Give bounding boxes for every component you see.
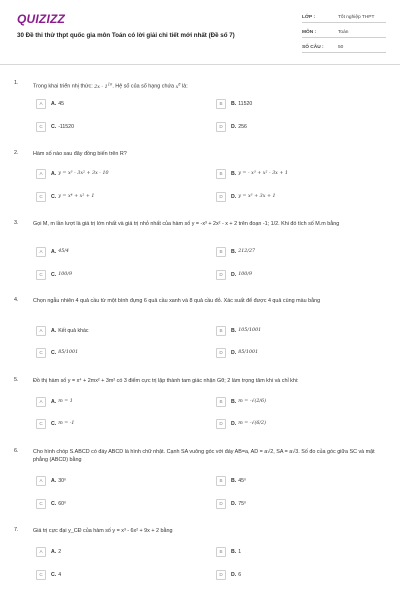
option-a[interactable] (36, 98, 64, 109)
option-text: 60⁰ (58, 500, 67, 507)
option-label: A. (51, 398, 57, 405)
option-c[interactable] (36, 191, 94, 202)
option-text: 45 (58, 100, 64, 107)
meta-label: LỚP : (302, 14, 316, 20)
option-label: D. (231, 123, 237, 130)
question-number: 4. (14, 297, 19, 303)
question-number: 3. (14, 220, 19, 226)
option-label: A. (51, 248, 57, 255)
option-a[interactable] (36, 475, 66, 486)
option-b[interactable] (216, 325, 261, 336)
option-c[interactable] (36, 569, 61, 580)
option-a[interactable] (36, 396, 73, 407)
option-text: y = - x³ + x² - 3x + 1 (238, 171, 288, 176)
option-text: Kết quả khác (58, 327, 89, 334)
option-d[interactable] (216, 418, 266, 429)
option-letter: D (216, 570, 226, 580)
option-text: 85/1001 (238, 350, 259, 355)
option-text: m = -1 (58, 421, 75, 426)
option-letter: C (36, 270, 46, 280)
option-d[interactable] (216, 347, 258, 358)
option-a[interactable] (36, 246, 69, 257)
option-label: A. (51, 170, 57, 177)
option-label: B. (231, 327, 237, 334)
option-label: A. (51, 327, 57, 334)
option-text: 1 (238, 548, 242, 555)
option-label: B. (231, 398, 237, 405)
option-text: 6 (238, 571, 242, 578)
option-label: C. (51, 420, 57, 427)
option-text: 11520 (238, 100, 253, 107)
option-text: y = x³ - 3x² + 3x - 10 (58, 171, 109, 176)
option-label: C. (51, 193, 57, 200)
quizizz-logo: QUIZIZZ (17, 12, 66, 26)
option-text: y = x⁴ + x² + 1 (58, 194, 95, 199)
math-expr (94, 82, 113, 90)
option-letter: A (36, 326, 46, 336)
question-text: Chọn ngẫu nhiên 4 quả cầu từ một bình đựng 6 quả cầu xanh và 8 quả cầu đỏ. Xác suất để được 4 quả cùng màu bằng (33, 298, 321, 304)
option-label: D. (231, 420, 237, 427)
option-letter: B (216, 397, 226, 407)
option-d[interactable] (216, 498, 246, 509)
meta-row-subject (302, 27, 386, 38)
option-a[interactable] (36, 546, 61, 557)
option-letter: D (216, 122, 226, 132)
option-label: B. (231, 248, 237, 255)
option-label: C. (51, 123, 57, 130)
option-text: 212/27 (238, 249, 256, 254)
option-letter: C (36, 499, 46, 509)
question-text-part: Trong khai triển nhị thức: (33, 83, 95, 90)
option-label: C. (51, 349, 57, 356)
option-letter: C (36, 348, 46, 358)
option-c[interactable] (36, 121, 74, 132)
option-label: B. (231, 477, 237, 484)
option-letter: D (216, 348, 226, 358)
option-letter: C (36, 122, 46, 132)
option-letter: B (216, 247, 226, 257)
option-text: 85/1001 (58, 350, 79, 355)
option-text: 100/9 (58, 272, 73, 277)
option-label: D. (231, 500, 237, 507)
option-label: D. (231, 571, 237, 578)
option-label: B. (231, 548, 237, 555)
meta-row-count (302, 42, 386, 53)
question-number: 5. (14, 377, 19, 383)
option-letter: A (36, 476, 46, 486)
option-label: D. (231, 193, 237, 200)
option-letter: C (36, 570, 46, 580)
question-text: Hàm số nào sau đây đồng biến trên R? (33, 151, 127, 157)
option-letter: B (216, 326, 226, 336)
option-text: 45/4 (58, 249, 69, 254)
option-c[interactable] (36, 418, 74, 429)
option-letter: C (36, 192, 46, 202)
option-label: D. (231, 349, 237, 356)
option-text: 75⁰ (238, 500, 247, 507)
option-d[interactable] (216, 569, 241, 580)
option-text: m = -√(2/6) (238, 399, 266, 404)
option-d[interactable] (216, 269, 252, 280)
option-text: 4 (58, 571, 62, 578)
option-d[interactable] (216, 121, 247, 132)
meta-table (302, 12, 386, 57)
option-text: 45⁰ (238, 477, 247, 484)
option-c[interactable] (36, 347, 78, 358)
option-label: A. (51, 477, 57, 484)
option-b[interactable] (216, 396, 266, 407)
option-text: 100/9 (238, 272, 253, 277)
option-d[interactable] (216, 191, 276, 202)
question-number: 6. (14, 448, 19, 454)
option-label: A. (51, 548, 57, 555)
option-text: 256 (238, 123, 247, 130)
option-letter: B (216, 476, 226, 486)
option-c[interactable] (36, 269, 72, 280)
option-label: C. (51, 500, 57, 507)
option-letter: B (216, 547, 226, 557)
question-text-part: . Hệ số của số hạng chứa (112, 83, 176, 90)
option-b[interactable] (216, 168, 288, 179)
option-label: D. (231, 271, 237, 278)
meta-row-class (302, 12, 386, 23)
question-text: Gọi M, m lần lượt là giá trị lớn nhất và giá trị nhỏ nhất của hàm số y = -x³ + 2x² - x + 2 trên đoạn -1; 1/2. Khi đó tích số M.m bằng (33, 221, 340, 227)
question-number: 1. (14, 80, 19, 86)
question-text: Giá trị cực đại y_CĐ của hàm số y = x³ - 6x² + 9x + 2 bằng (33, 528, 173, 534)
math-exponent: 10 (107, 82, 113, 86)
header-divider (0, 64, 400, 65)
question-text: Đồ thị hàm số y = x⁴ + 2mx² + 3m² có 3 điểm cực trị lập thành tam giác nhận Gθ; 2 làm trọng tâm khi và chỉ khi: (33, 378, 299, 384)
meta-value: 50 (338, 44, 344, 50)
option-letter: A (36, 397, 46, 407)
option-c[interactable] (36, 498, 66, 509)
option-letter: A (36, 169, 46, 179)
term-base: x (175, 84, 179, 90)
question-text: Cho hình chóp S.ABCD có đáy ABCD là hình chữ nhật. Cạnh SA vuông góc với đáy AB=a, AD = a√2, SA = a√3. Số đo của góc giữa SC và mặt phẳng (ABCD) bằng (33, 449, 375, 463)
option-label: C. (51, 271, 57, 278)
option-letter: B (216, 99, 226, 109)
option-letter: A (36, 547, 46, 557)
question-number: 2. (14, 150, 19, 156)
question-text-part: là: (180, 83, 188, 90)
document-header (0, 0, 400, 62)
meta-label: MÔN : (302, 29, 317, 35)
option-label: A. (51, 100, 57, 107)
option-text: m = 1 (58, 399, 73, 404)
option-text: -11520 (58, 123, 74, 130)
option-label: C. (51, 571, 57, 578)
option-label: B. (231, 100, 237, 107)
option-a[interactable] (36, 325, 88, 336)
document-title: 30 Đề thi thử thpt quốc gia môn Toán có lời giải chi tiết mới nhất (Đề số 7) (17, 32, 235, 39)
option-letter: A (36, 247, 46, 257)
option-text: m = -√(6/2) (238, 421, 266, 426)
option-b[interactable] (216, 98, 252, 109)
option-letter: D (216, 419, 226, 429)
option-letter: B (216, 169, 226, 179)
question-number: 7. (14, 527, 19, 533)
option-label: B. (231, 170, 237, 177)
option-text: y = x³ + 3x + 1 (238, 194, 276, 199)
question-text (33, 80, 388, 92)
meta-value: Tốt nghiệp THPT (338, 14, 375, 20)
math-base: 2x - 1 (94, 84, 108, 90)
option-letter: D (216, 499, 226, 509)
option-letter: A (36, 99, 46, 109)
option-text: 30⁰ (58, 477, 67, 484)
option-letter: D (216, 192, 226, 202)
meta-value: Toán (338, 29, 349, 35)
option-letter: D (216, 270, 226, 280)
option-text: 105/1001 (238, 328, 262, 333)
option-b[interactable] (216, 475, 246, 486)
term-exponent: 8 (178, 82, 181, 86)
option-text: 2 (58, 548, 62, 555)
option-b[interactable] (216, 246, 255, 257)
option-b[interactable] (216, 546, 241, 557)
meta-label: SỐ CÂU : (302, 44, 324, 50)
option-letter: C (36, 419, 46, 429)
option-a[interactable] (36, 168, 109, 179)
